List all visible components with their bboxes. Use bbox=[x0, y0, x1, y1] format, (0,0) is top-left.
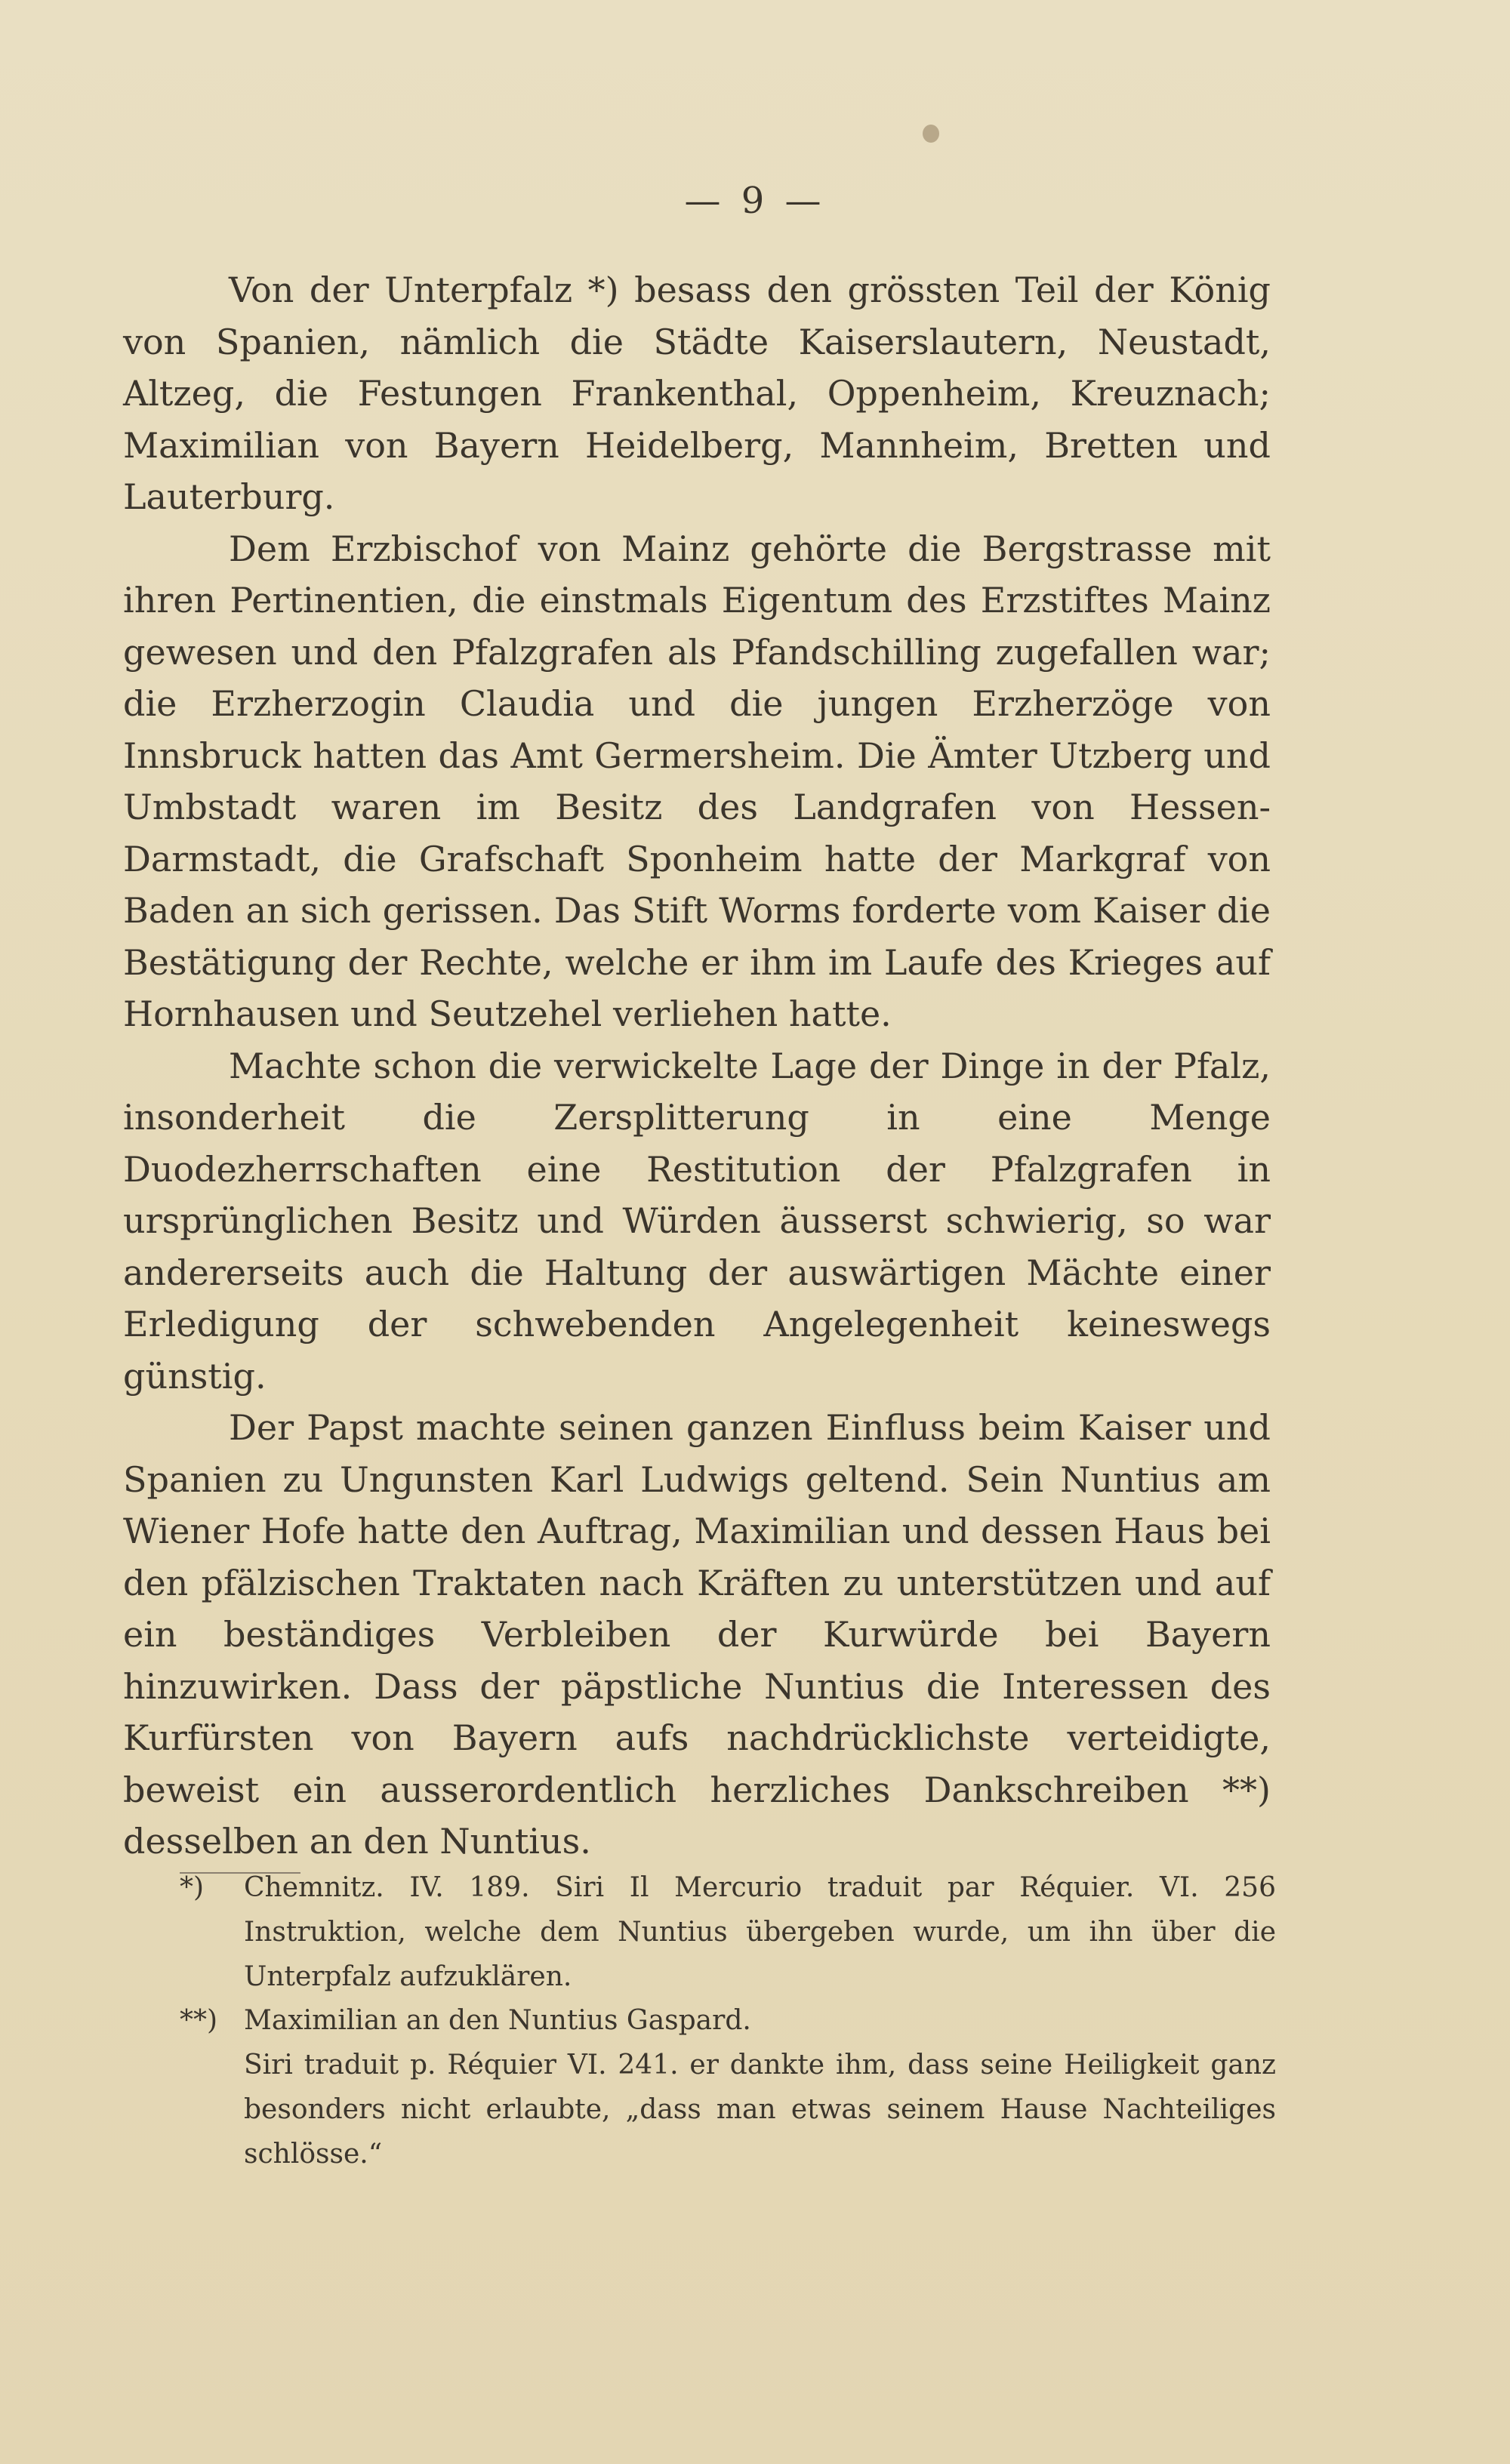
main-text bbox=[123, 264, 1271, 1868]
footnotes bbox=[180, 1866, 1276, 2177]
page-number: — 9 — bbox=[684, 180, 826, 222]
footnote-marker: *) bbox=[180, 1872, 205, 1903]
footnote-marker: **) bbox=[180, 2005, 218, 2037]
paragraph: Dem Erzbischof von Mainz gehörte die Bergstrasse mit ihren Pertinentien, die einstmals Eigentum des Erzstiftes Mainz gewesen und den Pfalzgrafen als Pfandschilling zugefallen war; die Erzherzogin Claudia und die jungen Erzherzöge von Innsbruck hatten das Amt Germersheim. Die Ämter Utzberg und Umbstadt waren im Besitz des Landgrafen von Hessen-Darmstadt, die Grafschaft Sponheim hatte der Markgraf von Baden an sich gerissen. Das Stift Worms forderte vom Kaiser die Bestätigung der Rechte, welche er ihm im Laufe des Krieges auf Hornhausen und Seutzehel verliehen hatte. bbox=[123, 528, 1271, 1034]
paragraph: Von der Unterpfalz *) besass den grössten Teil der König von Spanien, nämlich die Städte Kaiserslautern, Neustadt, Altzeg, die Festungen Frankenthal, Oppenheim, Kreuznach; Maximilian von Bayern Heidelberg, Mannheim, Bretten und Lauterburg. bbox=[123, 270, 1271, 517]
footnote-text: Maximilian an den Nuntius Gaspard. bbox=[244, 2005, 751, 2037]
footnote-continuation: Siri traduit p. Réquier VI. 241. er dankte ihm, dass seine Heiligkeit ganz besonders nicht erlaubte, „dass man etwas seinem Hause Nachteiliges schlösse.“ bbox=[244, 2050, 1276, 2170]
footnote bbox=[180, 1999, 1276, 2176]
ink-speck bbox=[923, 125, 939, 143]
paragraph: Der Papst machte seinen ganzen Einfluss beim Kaiser und Spanien zu Ungunsten Karl Ludwigs geltend. Sein Nuntius am Wiener Hofe hatte den Auftrag, Maximilian und dessen Haus bei den pfälzischen Traktaten nach Kräften zu unterstützen und auf ein beständiges Verbleiben der Kurwürde bei Bayern hinzuwirken. Dass der päpstliche Nuntius die Interessen des Kurfürsten von Bayern aufs nachdrücklichste verteidigte, beweist ein ausserordentlich herzliches Dankschreiben **) desselben an den Nuntius. bbox=[123, 1407, 1271, 1862]
footnote-text: Chemnitz. IV. 189. Siri Il Mercurio traduit par Réquier. VI. 256 Instruktion, welche dem Nuntius übergeben wurde, um ihn über die Unterpfalz aufzuklären. bbox=[244, 1872, 1276, 1992]
paragraph: Machte schon die verwickelte Lage der Dinge in der Pfalz, insonderheit die Zersplitterung in eine Menge Duodezherrschaften eine Restitution der Pfalzgrafen in ursprünglichen Besitz und Würden äusserst schwierig, so war andererseits auch die Haltung der auswärtigen Mächte einer Erledigung der schwebenden Angelegenheit keineswegs günstig. bbox=[123, 1045, 1271, 1397]
footnote bbox=[180, 1866, 1276, 1999]
